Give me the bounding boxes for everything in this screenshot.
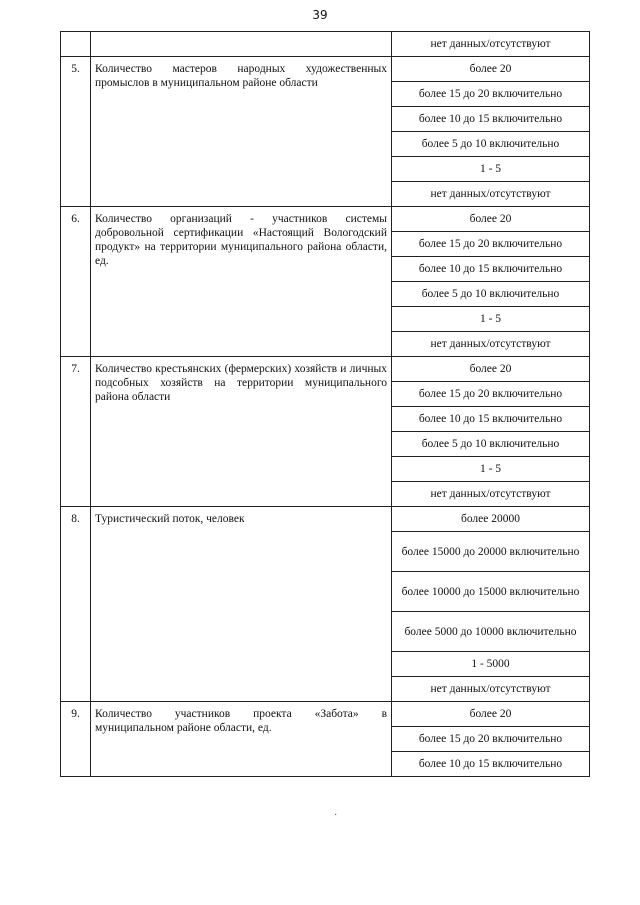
indicator-name: Количество организаций - участников системы добровольной сертификации «Настоящий Вологодский продукт» на территории муниципального района области, ед. (91, 207, 392, 357)
table-row (61, 207, 590, 232)
value-cell: более 10 до 15 включительно (392, 107, 590, 132)
scan-mark: · (334, 810, 338, 821)
row-number (61, 32, 91, 57)
table-row (61, 357, 590, 382)
row-number: 6. (61, 207, 91, 357)
value-cell: более 15 до 20 включительно (392, 727, 590, 752)
value-cell: более 10 до 15 включительно (392, 407, 590, 432)
criteria-table (60, 31, 590, 777)
value-cell: более 5 до 10 включительно (392, 432, 590, 457)
value-cell: нет данных/отсутствуют (392, 332, 590, 357)
value-cell: 1 - 5 (392, 307, 590, 332)
table-row (61, 57, 590, 82)
indicator-name: Туристический поток, человек (91, 507, 392, 702)
table-row (61, 702, 590, 727)
page-number: 39 (312, 8, 328, 22)
value-cell: более 5 до 10 включительно (392, 132, 590, 157)
value-cell: более 10 до 15 включительно (392, 257, 590, 282)
value-cell: 1 - 5000 (392, 652, 590, 677)
value-cell: нет данных/отсутствуют (392, 677, 590, 702)
value-cell: более 20 (392, 357, 590, 382)
value-cell: более 10 до 15 включительно (392, 752, 590, 777)
row-number: 7. (61, 357, 91, 507)
value-cell: более 15 до 20 включительно (392, 82, 590, 107)
value-cell: более 10000 до 15000 включительно (392, 572, 590, 612)
value-cell: 1 - 5 (392, 457, 590, 482)
indicator-name: Количество участников проекта «Забота» в муниципальном районе области, ед. (91, 702, 392, 777)
value-cell: более 15 до 20 включительно (392, 382, 590, 407)
value-cell: более 20 (392, 207, 590, 232)
scan-mark: · (89, 716, 93, 727)
value-cell: нет данных/отсутствуют (392, 482, 590, 507)
value-cell: нет данных/отсутствуют (392, 182, 590, 207)
value-cell: более 20 (392, 702, 590, 727)
row-number: 5. (61, 57, 91, 207)
value-cell: нет данных/отсутствуют (392, 32, 590, 57)
indicator-name: Количество мастеров народных художественных промыслов в муниципальном районе области (91, 57, 392, 207)
value-cell: 1 - 5 (392, 157, 590, 182)
value-cell: более 15 до 20 включительно (392, 232, 590, 257)
value-cell: более 20000 (392, 507, 590, 532)
value-cell: более 5000 до 10000 включительно (392, 612, 590, 652)
row-number: 8. (61, 507, 91, 702)
indicator-name: Количество крестьянских (фермерских) хозяйств и личных подсобных хозяйств на территории муниципального района области (91, 357, 392, 507)
row-number: 9. (61, 702, 91, 777)
value-cell: более 20 (392, 57, 590, 82)
indicator-name (91, 32, 392, 57)
value-cell: более 15000 до 20000 включительно (392, 532, 590, 572)
table-row (61, 32, 590, 57)
value-cell: более 5 до 10 включительно (392, 282, 590, 307)
table-row (61, 507, 590, 532)
